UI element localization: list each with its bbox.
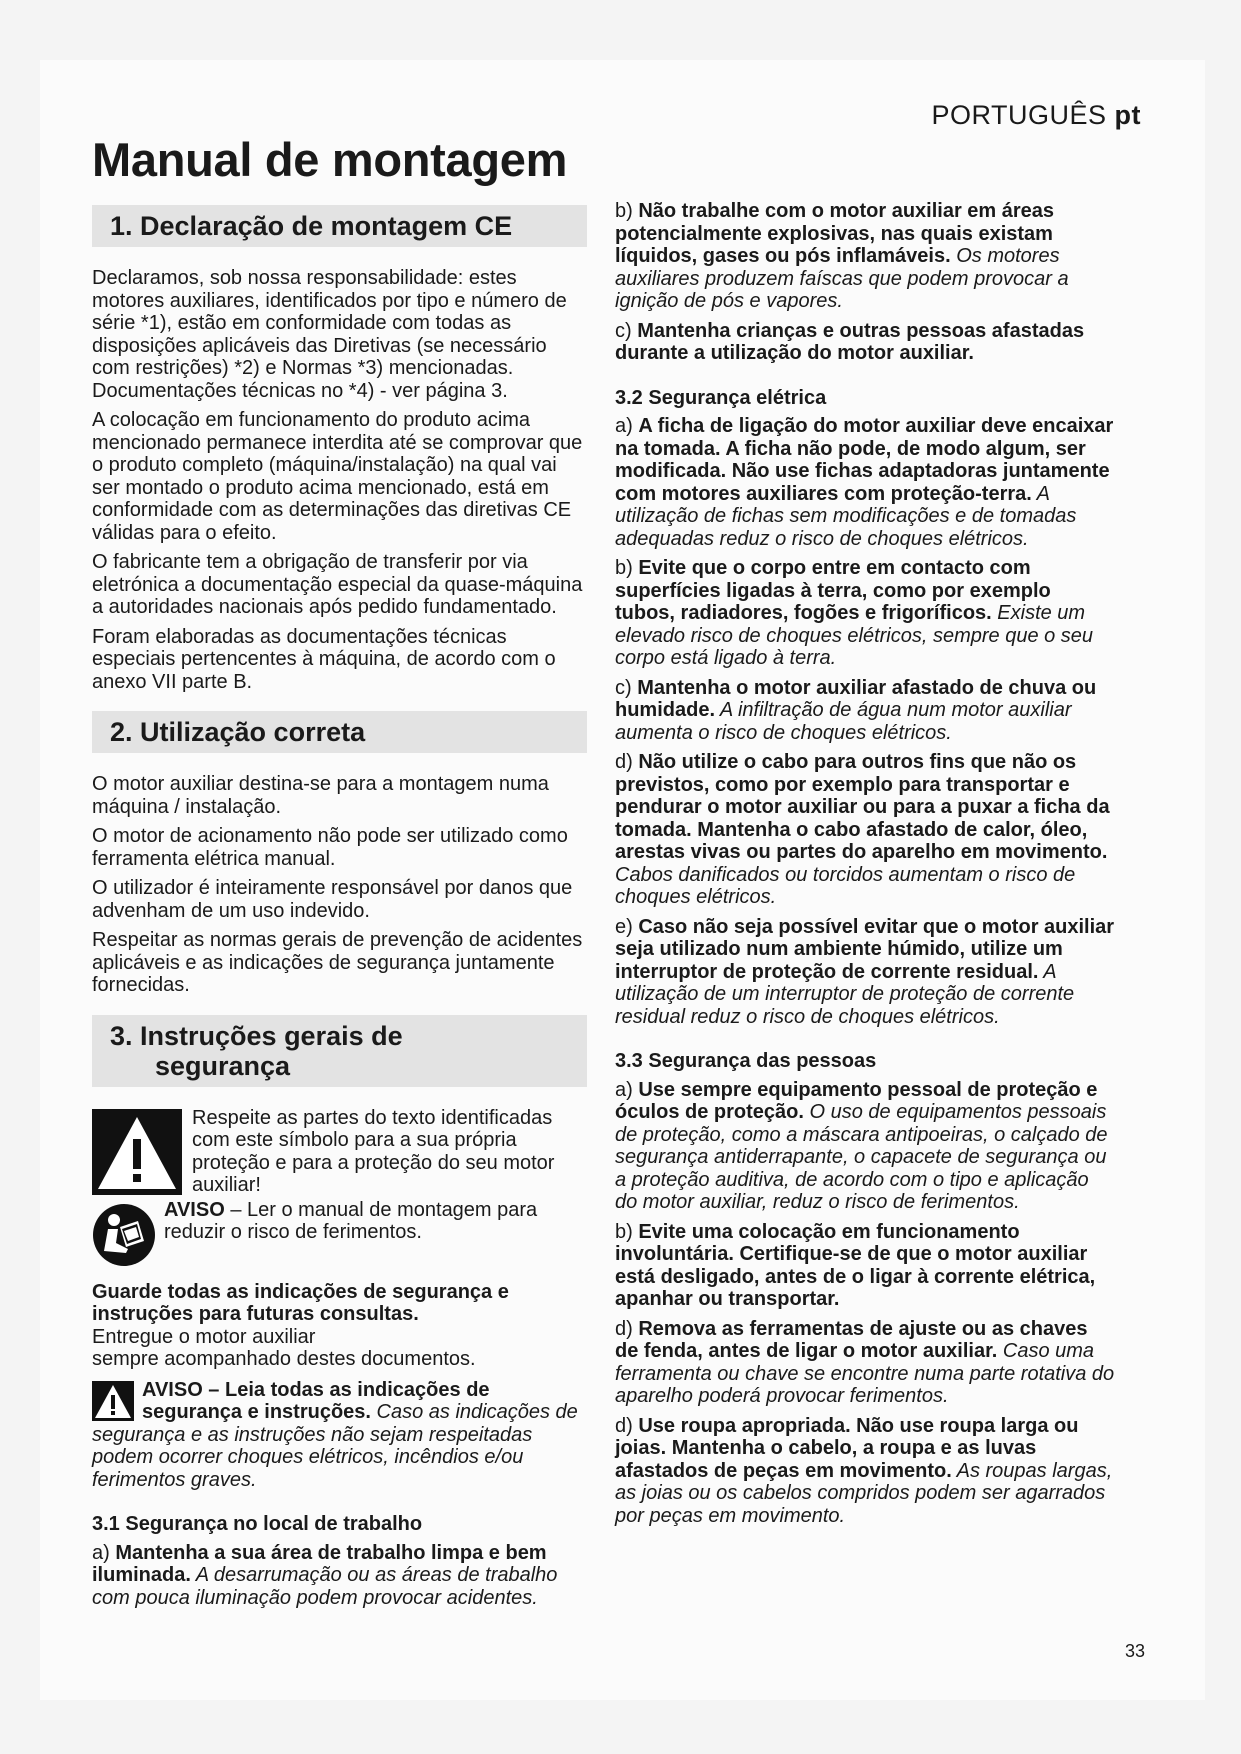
warning-bold: AVISO – Leia todas as indicações de segurança e instruções. [142, 1378, 490, 1423]
s33-item-d1 [615, 1318, 1115, 1408]
item-prefix: d) [615, 1414, 639, 1437]
subsection-3-2-heading: 3.2 Segurança elétrica [615, 386, 827, 409]
section-3-heading [92, 1015, 587, 1087]
item-italic: A desarrumação ou as áreas de trabalho com pouca iluminação podem provocar acidentes. [92, 1564, 558, 1609]
symbol-note: Respeite as partes do texto identificadas com este símbolo para a sua própria proteção e para a proteção do seu motor auxiliar! [192, 1106, 555, 1196]
keep-line-1: Entregue o motor auxiliar [92, 1325, 316, 1348]
language-code: pt [1114, 100, 1141, 130]
s31-item-a [92, 1542, 587, 1610]
item-prefix: a) [615, 1078, 639, 1101]
item-prefix: a) [615, 415, 639, 437]
s33-item-d2 [615, 1415, 1115, 1528]
read-manual-block [92, 1199, 587, 1267]
language-label [931, 100, 1141, 131]
s31-item-c [615, 320, 1115, 365]
section-1-paragraph: Foram elaboradas as documentações técnicas especiais pertencentes à máquina, de acordo com o anexo VII parte B. [92, 625, 556, 693]
subsection-3-1-heading: 3.1 Segurança no local de trabalho [92, 1513, 423, 1535]
item-bold: Evite que o corpo entre em contacto com superfícies ligadas à terra, como por exemplo tubos, radiadores, fogões e frigoríficos. [615, 557, 1051, 624]
item-italic: Os motores auxiliares produzem faíscas que podem provocar a ignição de pós e vapores. [615, 245, 1069, 312]
s33-item-b [615, 1221, 1115, 1311]
page-title: Manual de montagem [92, 133, 568, 186]
item-bold: Não trabalhe com o motor auxiliar em áreas potencialmente explosivas, nas quais existam líquidos, gases ou pós inflamáveis. [615, 200, 1055, 267]
item-italic: A utilização de um interruptor de proteção de corrente residual reduz o risco de choques elétricos. [615, 960, 1075, 1028]
language-name: PORTUGUÊS [931, 100, 1107, 130]
s31-item-b [615, 200, 1115, 313]
page-number: 33 [1124, 1641, 1145, 1661]
section-2-paragraph: Respeitar as normas gerais de prevenção de acidentes aplicáveis e as indicações de segurança juntamente fornecidas. [92, 929, 583, 996]
keep-line-2: sempre acompanhado destes documentos. [92, 1348, 476, 1370]
item-bold: A ficha de ligação do motor auxiliar deve encaixar na tomada. A ficha não pode, de modo algum, ser modificada. Não use fichas adaptadoras juntamente com motores auxiliares com proteção-terra. [615, 415, 1114, 505]
section-1-heading: 1. Declaração de montagem CE [92, 205, 587, 247]
section-2-paragraph: O motor de acionamento não pode ser utilizado como ferramenta elétrica manual. [92, 825, 568, 870]
section-1-paragraph: O fabricante tem a obrigação de transferir por via eletrónica a documentação especial da quase-máquina a autoridades nacionais após pedido fundamentado. [92, 551, 583, 618]
item-prefix: e) [615, 915, 639, 938]
item-prefix: b) [615, 557, 639, 579]
item-bold: Mantenha o motor auxiliar afastado de chuva ou humidade. [615, 676, 1097, 721]
read-manual-icon [92, 1203, 156, 1267]
section-1-paragraph: A colocação em funcionamento do produto acima mencionado permanece interdita até se comprovar que o produto completo (máquina/instalação) na qual vai ser montado o produto acima mencionado, está em conformidade com as determinações das diretivas CE válidas para o efeito. [92, 409, 583, 544]
s33-item-a [615, 1079, 1115, 1214]
warning-triangle-small-icon [92, 1381, 134, 1421]
item-italic: Existe um elevado risco de choques elétricos, sempre que o seu corpo está ligado à terra. [615, 602, 1094, 669]
section-2-paragraph: O utilizador é inteiramente responsável por danos que advenham de um uso indevido. [92, 877, 573, 922]
aviso-read-manual [164, 1199, 587, 1244]
s32-item-c [615, 677, 1115, 745]
warning-symbol-block [92, 1107, 587, 1197]
item-prefix: b) [615, 200, 639, 222]
item-prefix: b) [615, 1220, 639, 1243]
keep-instructions: Guarde todas as indicações de segurança e instruções para futuras consultas. [92, 1280, 509, 1325]
section-2-paragraph: O motor auxiliar destina-se para a montagem numa máquina / instalação. [92, 773, 549, 818]
item-bold: Mantenha a sua área de trabalho limpa e bem iluminada. [92, 1541, 547, 1586]
item-italic: Caso uma ferramenta ou chave se encontre numa parte rotativa do aparelho poderá provocar ferimentos. [615, 1340, 1115, 1407]
s32-item-e [615, 916, 1115, 1029]
section-1-paragraph: Declaramos, sob nossa responsabilidade: estes motores auxiliares, identificados por tipo e número de série *1), estão em conformidade com todas as disposições aplicáveis das Diretivas (se necessário com restrições) *2) e Normas *3) mencionadas. Documentações técnicas no *4) - ver página 3. [92, 267, 567, 402]
s32-item-a [615, 415, 1115, 550]
item-prefix: d) [615, 1317, 639, 1340]
subsection-3-3-heading: 3.3 Segurança das pessoas [615, 1050, 877, 1072]
item-bold: Use sempre equipamento pessoal de proteção e óculos de proteção. [615, 1078, 1098, 1123]
section-3-heading-line1: 3. Instruções gerais de [110, 1020, 403, 1051]
item-italic: A utilização de fichas sem modificações e de tomadas adequadas reduz o risco de choques elétricos. [615, 482, 1077, 550]
item-italic: O uso de equipamentos pessoais de proteção, como a máscara antipoeiras, o calçado de segurança antiderrapante, o capacete de segurança ou a proteção auditiva, de acordo com o tipo e aplicação do motor auxiliar, reduz o risco de ferimentos. [615, 1101, 1108, 1213]
aviso-text: – Ler o manual de montagem para reduzir o risco de ferimentos. [164, 1198, 538, 1243]
item-italic: A infiltração de água num motor auxiliar aumenta o risco de choques elétricos. [615, 699, 1072, 744]
warning-read-all [92, 1379, 587, 1492]
item-bold: Mantenha crianças e outras pessoas afastadas durante a utilização do motor auxiliar. [615, 319, 1085, 364]
section-3-heading-line2: segurança [155, 1050, 291, 1081]
right-column [615, 200, 1115, 1534]
s32-item-b [615, 557, 1115, 670]
warning-italic: Caso as indicações de segurança e as instruções não sejam respeitadas podem ocorrer choques elétricos, incêndios e/ou ferimentos graves. [92, 1401, 578, 1491]
s32-item-d [615, 751, 1115, 909]
item-bold: Use roupa apropriada. Não use roupa larga ou joias. Mantenha o cabelo, a roupa e as luvas afastados de peças em movimento. [615, 1414, 1079, 1482]
item-bold: Remova as ferramentas de ajuste ou as chaves de fenda, antes de ligar o motor auxiliar. [615, 1317, 1088, 1362]
warning-triangle-icon [92, 1109, 182, 1195]
item-prefix: a) [92, 1541, 116, 1564]
left-column [92, 205, 587, 1616]
item-italic: As roupas largas, as joias ou os cabelos compridos podem ser agarrados por peças em movimento. [615, 1459, 1113, 1527]
item-prefix: d) [615, 751, 639, 773]
item-bold: Não utilize o cabo para outros fins que não os previstos, como por exemplo para transportar e pendurar o motor auxiliar ou para a puxar a ficha da tomada. Mantenha o cabo afastado de calor, óleo, arestas vivas ou partes do aparelho em movimento. [615, 751, 1110, 863]
item-prefix: c) [615, 319, 638, 342]
item-prefix: c) [615, 676, 638, 699]
item-italic: Cabos danificados ou torcidos aumentam o risco de choques elétricos. [615, 863, 1076, 908]
section-2-heading: 2. Utilização correta [92, 711, 587, 753]
item-bold: Evite uma colocação em funcionamento involuntária. Certifique-se de que o motor auxiliar está desligado, antes de o ligar à corrente elétrica, apanhar ou transportar. [615, 1220, 1096, 1310]
aviso-label: AVISO [164, 1198, 225, 1221]
item-bold: Caso não seja possível evitar que o motor auxiliar seja utilizado num ambiente húmido, utilize um interruptor de proteção de corrente residual. [615, 915, 1115, 983]
